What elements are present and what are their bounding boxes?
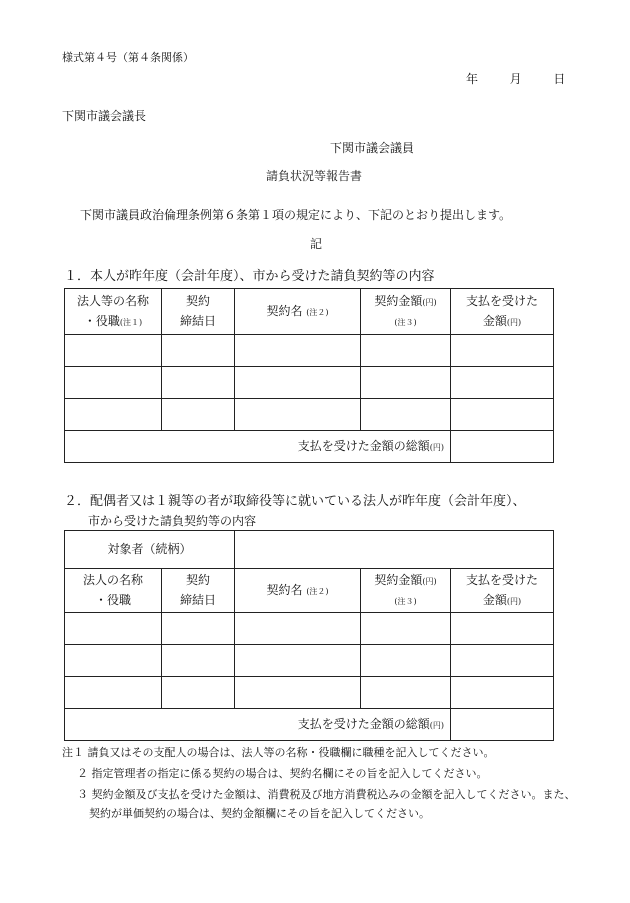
addressee: 下関市議会議長 <box>62 109 147 123</box>
cell[interactable] <box>65 613 162 645</box>
intro-text: 下関市議員政治倫理条例第６条第１項の規定により、下記のとおり提出します。 <box>80 208 512 222</box>
cell[interactable] <box>235 399 361 431</box>
cell[interactable] <box>162 335 235 367</box>
cell[interactable] <box>451 645 554 677</box>
table-header-row <box>65 289 554 335</box>
table-row <box>65 677 554 709</box>
cell[interactable] <box>162 367 235 399</box>
header-paid-amount: 支払を受けた 金額(円) <box>451 569 554 613</box>
cell[interactable] <box>361 645 451 677</box>
header-contract-name: 契約名 (注２) <box>235 569 361 613</box>
cell[interactable] <box>65 335 162 367</box>
total-value-cell[interactable] <box>451 431 554 463</box>
header-contract-name: 契約名 (注２) <box>235 289 361 335</box>
table-row <box>65 613 554 645</box>
cell[interactable] <box>451 367 554 399</box>
header-company: 法人等の名称 ・役職(注１) <box>65 289 162 335</box>
date-month-label: 月 <box>509 72 522 86</box>
header-contract-amount: 契約金額(円) (注３) <box>361 289 451 335</box>
cell[interactable] <box>235 645 361 677</box>
cell[interactable] <box>235 613 361 645</box>
note-3: ３ 契約金額及び支払を受けた金額は、消費税及び地方消費税込みの金額を記入してください。また、 <box>77 788 576 801</box>
cell[interactable] <box>361 399 451 431</box>
sender: 下関市議会議員 <box>330 141 415 155</box>
cell[interactable] <box>162 677 235 709</box>
note-1: 注１ 請負又はその支配人の場合は、法人等の名称・役職欄に職種を記入してください。 <box>62 746 495 759</box>
section2-title: ２．配偶者又は１親等の者が取締役等に就いている法人が昨年度（会計年度）、 <box>64 494 526 509</box>
total-row <box>65 431 554 463</box>
section2-title-cont: 市から受けた請負契約等の内容 <box>88 514 257 528</box>
cell[interactable] <box>451 399 554 431</box>
cell[interactable] <box>65 367 162 399</box>
target-row <box>65 531 554 569</box>
header-contract-amount: 契約金額(円) (注３) <box>361 569 451 613</box>
cell[interactable] <box>361 335 451 367</box>
cell[interactable] <box>235 335 361 367</box>
ki-heading: 記 <box>310 237 323 251</box>
target-value-cell[interactable] <box>235 531 554 569</box>
section2-table <box>64 530 554 741</box>
cell[interactable] <box>361 367 451 399</box>
table-row <box>65 335 554 367</box>
note-3-cont: 契約が単価契約の場合は、契約金額欄にその旨を記入してください。 <box>89 807 430 820</box>
cell[interactable] <box>162 613 235 645</box>
section1-title: １．本人が昨年度（会計年度）、市から受けた請負契約等の内容 <box>64 269 435 284</box>
form-label: 様式第４号（第４条関係） <box>62 51 194 64</box>
cell[interactable] <box>451 613 554 645</box>
total-label-cell: 支払を受けた金額の総額(円) <box>65 709 451 741</box>
header-paid-amount: 支払を受けた 金額(円) <box>451 289 554 335</box>
cell[interactable] <box>162 645 235 677</box>
date-line <box>466 70 565 87</box>
note-2: ２ 指定管理者の指定に係る契約の場合は、契約名欄にその旨を記入してください。 <box>77 767 488 780</box>
cell[interactable] <box>162 399 235 431</box>
date-day-label: 日 <box>553 72 566 86</box>
cell[interactable] <box>235 367 361 399</box>
cell[interactable] <box>361 613 451 645</box>
cell[interactable] <box>65 645 162 677</box>
table-header-row <box>65 569 554 613</box>
table-row <box>65 367 554 399</box>
cell[interactable] <box>361 677 451 709</box>
total-value-cell[interactable] <box>451 709 554 741</box>
cell[interactable] <box>451 677 554 709</box>
table-row <box>65 399 554 431</box>
table-row <box>65 645 554 677</box>
document-title: 請負状況等報告書 <box>266 169 363 183</box>
header-contract-date: 契約 締結日 <box>162 569 235 613</box>
cell[interactable] <box>235 677 361 709</box>
cell[interactable] <box>65 399 162 431</box>
section1-table <box>64 288 554 463</box>
total-row <box>65 709 554 741</box>
cell[interactable] <box>65 677 162 709</box>
total-label-cell: 支払を受けた金額の総額(円) <box>65 431 451 463</box>
header-company: 法人の名称 ・役職 <box>65 569 162 613</box>
target-label-cell: 対象者（続柄） <box>65 531 235 569</box>
header-contract-date: 契約 締結日 <box>162 289 235 335</box>
cell[interactable] <box>451 335 554 367</box>
date-year-label: 年 <box>466 72 479 86</box>
